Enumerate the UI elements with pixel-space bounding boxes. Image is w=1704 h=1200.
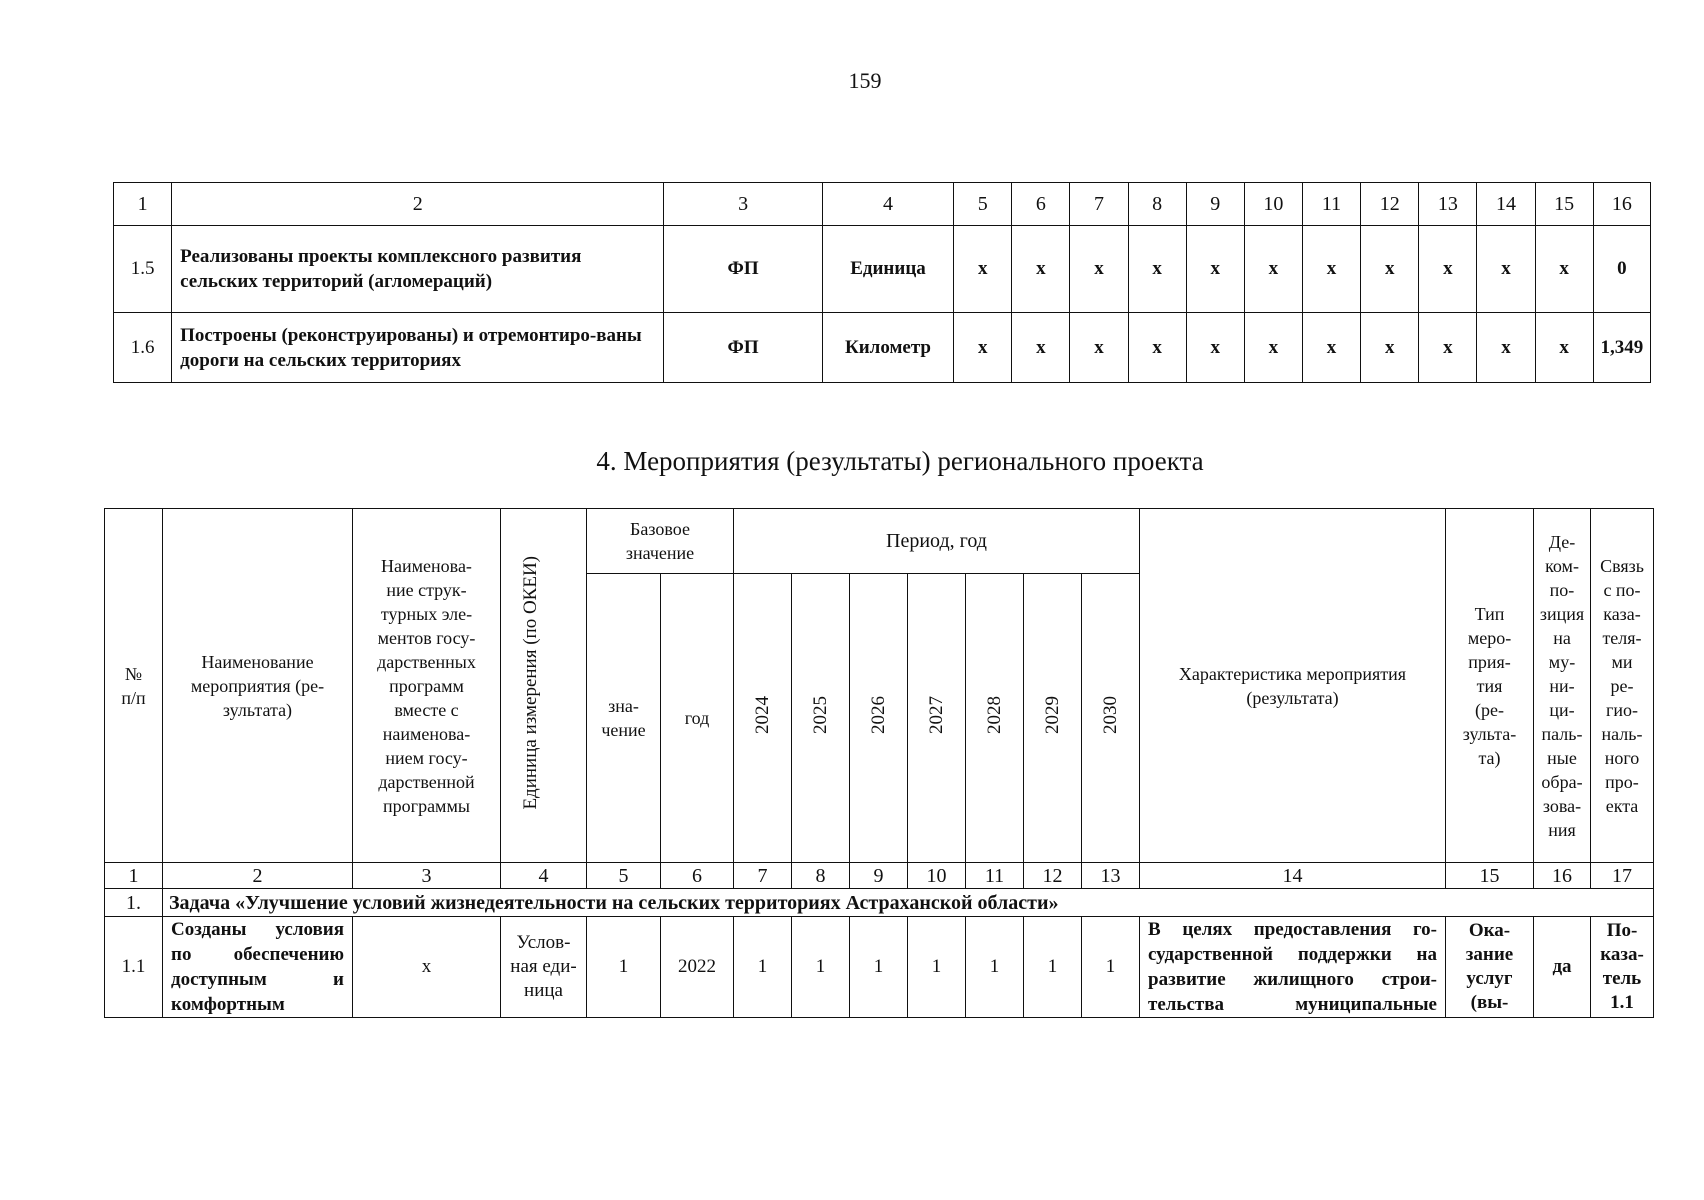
row-number: 1.1 bbox=[105, 917, 163, 1018]
column-number: 10 bbox=[1244, 183, 1302, 226]
column-number: 6 bbox=[1012, 183, 1070, 226]
value-cell: x bbox=[954, 313, 1012, 383]
value-cell: x bbox=[1244, 226, 1302, 313]
column-number: 7 bbox=[1070, 183, 1128, 226]
header-unit-cell bbox=[501, 509, 587, 863]
column-number: 14 bbox=[1477, 183, 1535, 226]
header-year: 2028 bbox=[983, 696, 1005, 734]
column-number: 16 bbox=[1593, 183, 1650, 226]
year-value: 1 bbox=[792, 917, 850, 1018]
value-cell: x bbox=[1070, 313, 1128, 383]
structural-element: x bbox=[353, 917, 501, 1018]
value-cell: x bbox=[1302, 313, 1360, 383]
column-number: 16 bbox=[1534, 863, 1591, 889]
value-cell: x bbox=[1535, 226, 1593, 313]
base-year: 2022 bbox=[661, 917, 734, 1018]
header-decomposition: Де- ком- по- зиция на му- ни- ци- паль- ные обра- зова- ния bbox=[1534, 509, 1591, 863]
header-name: Наименование мероприятия (ре-зультата) bbox=[163, 509, 353, 863]
value-cell: x bbox=[1477, 313, 1535, 383]
value-cell: x bbox=[1419, 226, 1477, 313]
header-year-cell bbox=[792, 574, 850, 863]
value-cell: x bbox=[1186, 226, 1244, 313]
measures-table bbox=[104, 508, 1654, 1018]
table-row bbox=[114, 226, 1651, 313]
value-cell: x bbox=[1419, 313, 1477, 383]
header-year: 2025 bbox=[809, 696, 831, 734]
column-number: 11 bbox=[966, 863, 1024, 889]
header-year-cell bbox=[1082, 574, 1140, 863]
column-number: 17 bbox=[1591, 863, 1654, 889]
indicators-table bbox=[113, 182, 1651, 383]
column-number: 15 bbox=[1535, 183, 1593, 226]
column-number: 8 bbox=[792, 863, 850, 889]
header-unit: Единица измерения (по ОКЕИ) bbox=[519, 555, 541, 810]
column-number: 7 bbox=[734, 863, 792, 889]
indicator-name: Построены (реконструированы) и отремонтиро-ваны дороги на сельских территориях bbox=[172, 313, 664, 383]
column-number: 4 bbox=[822, 183, 953, 226]
column-number: 12 bbox=[1361, 183, 1419, 226]
total-value: 0 bbox=[1593, 226, 1650, 313]
column-number: 3 bbox=[353, 863, 501, 889]
value-cell: x bbox=[954, 226, 1012, 313]
row-number: 1.5 bbox=[114, 226, 172, 313]
header-year-cell bbox=[966, 574, 1024, 863]
row-number: 1.6 bbox=[114, 313, 172, 383]
task-text: Задача «Улучшение условий жизнедеятельности на сельских территориях Астраханской области» bbox=[163, 889, 1654, 917]
header-year-cell bbox=[1024, 574, 1082, 863]
task-number: 1. bbox=[105, 889, 163, 917]
column-number: 11 bbox=[1302, 183, 1360, 226]
unit: Услов- ная еди- ница bbox=[501, 917, 587, 1018]
unit: Единица bbox=[822, 226, 953, 313]
header-year: 2027 bbox=[925, 696, 947, 734]
header-period: Период, год bbox=[734, 509, 1140, 574]
project-type: ФП bbox=[664, 313, 822, 383]
header-year: 2024 bbox=[751, 696, 773, 734]
column-number: 2 bbox=[172, 183, 664, 226]
year-value: 1 bbox=[734, 917, 792, 1018]
section-title: 4. Мероприятия (результаты) регионального проекта bbox=[596, 446, 1204, 476]
header-number: № п/п bbox=[105, 509, 163, 863]
year-value: 1 bbox=[1082, 917, 1140, 1018]
page-number: 159 bbox=[848, 68, 882, 93]
table-row bbox=[105, 917, 1654, 1018]
column-number: 8 bbox=[1128, 183, 1186, 226]
unit: Километр bbox=[822, 313, 953, 383]
header-characteristic: Характеристика мероприятия (результата) bbox=[1140, 509, 1446, 863]
column-number: 13 bbox=[1082, 863, 1140, 889]
header-type: Тип меро- прия- тия (ре- зульта- та) bbox=[1446, 509, 1534, 863]
header-year: 2030 bbox=[1099, 696, 1121, 734]
value-cell: x bbox=[1361, 313, 1419, 383]
column-number: 2 bbox=[163, 863, 353, 889]
column-number: 14 bbox=[1140, 863, 1446, 889]
value-cell: x bbox=[1477, 226, 1535, 313]
column-number: 5 bbox=[587, 863, 661, 889]
value-cell: x bbox=[1012, 313, 1070, 383]
indicator-link: По- каза- тель 1.1 bbox=[1591, 917, 1654, 1018]
column-number: 1 bbox=[105, 863, 163, 889]
header-base: Базовое значение bbox=[587, 509, 734, 574]
value-cell: x bbox=[1012, 226, 1070, 313]
decomposition: да bbox=[1534, 917, 1591, 1018]
column-number: 5 bbox=[954, 183, 1012, 226]
value-cell: x bbox=[1361, 226, 1419, 313]
value-cell: x bbox=[1535, 313, 1593, 383]
year-value: 1 bbox=[966, 917, 1024, 1018]
measure-name: Созданы условия по обеспечению доступным и комфортным bbox=[163, 917, 353, 1018]
header-year-cell bbox=[734, 574, 792, 863]
column-number: 12 bbox=[1024, 863, 1082, 889]
column-number: 4 bbox=[501, 863, 587, 889]
project-type: ФП bbox=[664, 226, 822, 313]
column-number: 15 bbox=[1446, 863, 1534, 889]
table-header-row bbox=[105, 509, 1654, 574]
header-structural-elements: Наименова- ние струк- турных эле- ментов госу- дарственных программ вместе с наименова- нием госу- дарственной программы bbox=[353, 509, 501, 863]
total-value: 1,349 bbox=[1593, 313, 1650, 383]
value-cell: x bbox=[1244, 313, 1302, 383]
value-cell: x bbox=[1128, 313, 1186, 383]
header-base-year: год bbox=[661, 574, 734, 863]
column-number: 6 bbox=[661, 863, 734, 889]
header-year-cell bbox=[850, 574, 908, 863]
table-header-row bbox=[114, 183, 1651, 226]
value-cell: x bbox=[1186, 313, 1244, 383]
year-value: 1 bbox=[1024, 917, 1082, 1018]
column-numbers-row bbox=[105, 863, 1654, 889]
column-number: 9 bbox=[850, 863, 908, 889]
header-link: Связь с по- каза- теля- ми ре- гио- наль- ного про- екта bbox=[1591, 509, 1654, 863]
value-cell: x bbox=[1128, 226, 1186, 313]
header-year: 2026 bbox=[867, 696, 889, 734]
column-number: 1 bbox=[114, 183, 172, 226]
year-value: 1 bbox=[908, 917, 966, 1018]
column-number: 10 bbox=[908, 863, 966, 889]
header-base-value: зна- чение bbox=[587, 574, 661, 863]
header-year-cell bbox=[908, 574, 966, 863]
column-number: 13 bbox=[1419, 183, 1477, 226]
column-number: 3 bbox=[664, 183, 822, 226]
value-cell: x bbox=[1302, 226, 1360, 313]
year-value: 1 bbox=[850, 917, 908, 1018]
task-row bbox=[105, 889, 1654, 917]
characteristic: В целях предоставления го-сударственной поддержки на развитие жилищного строи-тельства муниципальные bbox=[1140, 917, 1446, 1018]
indicator-name: Реализованы проекты комплексного развития сельских территорий (агломераций) bbox=[172, 226, 664, 313]
table-row bbox=[114, 313, 1651, 383]
measure-type: Ока- зание услуг (вы- bbox=[1446, 917, 1534, 1018]
value-cell: x bbox=[1070, 226, 1128, 313]
column-number: 9 bbox=[1186, 183, 1244, 226]
header-year: 2029 bbox=[1041, 696, 1063, 734]
base-value: 1 bbox=[587, 917, 661, 1018]
